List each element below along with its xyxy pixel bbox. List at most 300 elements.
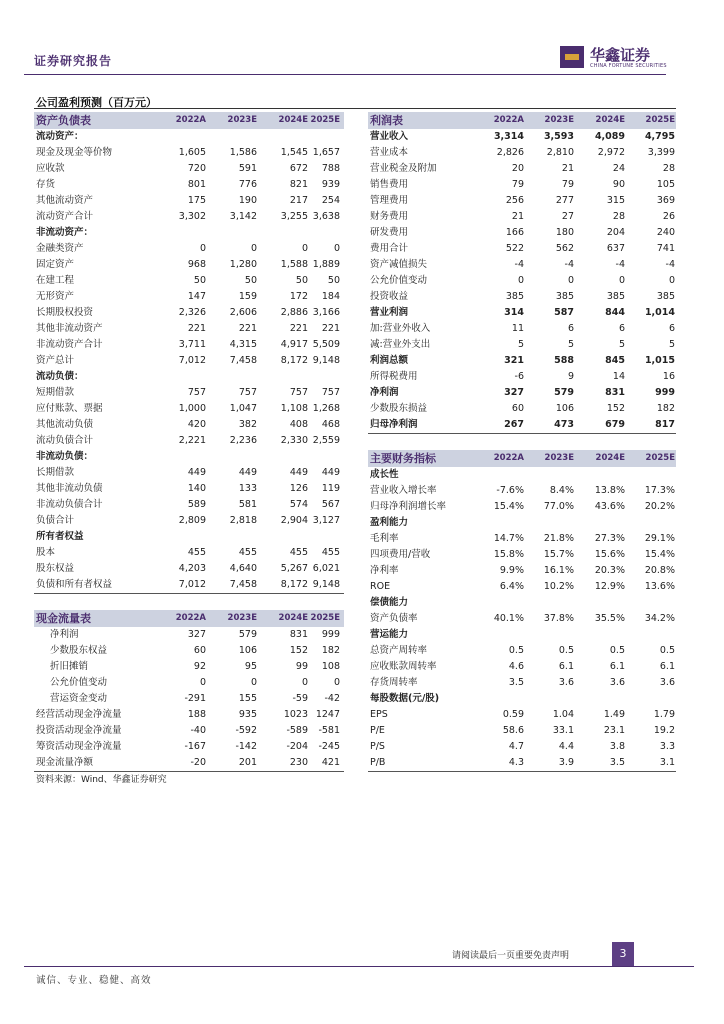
row-value: 0.5 (609, 645, 625, 656)
row-value: 3.6 (659, 677, 675, 688)
table-row (368, 723, 676, 739)
row-label: 研发费用 (370, 227, 409, 238)
row-value: 166 (505, 227, 524, 238)
table-header-row (368, 112, 676, 129)
row-label: 非流动负债合计 (36, 499, 103, 510)
row-value: 1,889 (312, 259, 340, 270)
row-value: 3.6 (558, 677, 574, 688)
row-value: 0 (567, 275, 574, 286)
table-row (368, 755, 676, 771)
row-value: 1,047 (229, 403, 257, 414)
year-header: 2024E (595, 115, 625, 125)
row-value: 2,810 (546, 147, 574, 158)
table-bottom-rule (34, 593, 344, 594)
table-row (368, 193, 676, 209)
row-value: 788 (321, 163, 340, 174)
row-value: 108 (321, 661, 340, 672)
row-value: 801 (187, 179, 206, 190)
row-value: 4,203 (178, 563, 206, 574)
row-label: 净利润 (370, 387, 399, 398)
row-value: 6 (668, 323, 675, 334)
row-value: 34.2% (644, 613, 675, 624)
row-value: 182 (656, 403, 675, 414)
row-value: 1,586 (229, 147, 257, 158)
row-value: 382 (238, 419, 257, 430)
row-value: 35.5% (594, 613, 625, 624)
table-row (34, 627, 344, 643)
header-divider (24, 74, 666, 75)
row-value: 0 (517, 275, 524, 286)
row-value: -20 (190, 757, 206, 768)
row-value: 2,886 (280, 307, 308, 318)
row-value: 20.8% (644, 565, 675, 576)
row-value: 776 (238, 179, 257, 190)
year-header: 2022A (493, 453, 524, 463)
row-value: 217 (289, 195, 308, 206)
row-value: 757 (238, 387, 257, 398)
row-value: 230 (289, 757, 308, 768)
row-value: 7,458 (229, 355, 257, 366)
row-value: 27.3% (594, 533, 625, 544)
row-value: 27 (561, 211, 574, 222)
report-type-label: 证券研究报告 (34, 54, 113, 68)
row-value: 77.0% (543, 501, 574, 512)
table-row (34, 659, 344, 675)
row-value: 155 (238, 693, 257, 704)
table-title: 现金流量表 (36, 612, 91, 625)
row-value: 256 (505, 195, 524, 206)
row-value: 277 (555, 195, 574, 206)
row-value: 939 (321, 179, 340, 190)
year-header: 2025E (645, 453, 675, 463)
table-row (368, 643, 676, 659)
row-value: 204 (606, 227, 625, 238)
row-value: 999 (321, 629, 340, 640)
row-value: 831 (289, 629, 308, 640)
row-label: 营业成本 (370, 147, 409, 158)
row-value: 99 (295, 661, 308, 672)
row-value: 1.49 (603, 709, 625, 720)
row-value: 6.1 (558, 661, 574, 672)
row-value: 19.2 (653, 725, 675, 736)
table-row (368, 145, 676, 161)
row-value: 845 (605, 355, 625, 366)
row-value: 182 (321, 645, 340, 656)
row-value: 2,972 (597, 147, 625, 158)
row-value: 1,108 (280, 403, 308, 414)
table-row (368, 225, 676, 241)
row-value: 28 (662, 163, 675, 174)
row-value: 3,399 (647, 147, 675, 158)
company-slogan: 诚信、专业、稳健、高效 (36, 975, 152, 986)
row-value: 3,711 (178, 339, 206, 350)
row-label: 资产总计 (36, 355, 75, 366)
row-value: -142 (235, 741, 257, 752)
row-value: -204 (286, 741, 308, 752)
data-source-note: 资料来源：Wind、华鑫证券研究 (36, 775, 167, 785)
row-value: 221 (238, 323, 257, 334)
year-header: 2022A (175, 613, 206, 623)
row-label: 营运资金变动 (50, 693, 108, 704)
row-value: 579 (238, 629, 257, 640)
row-value: 315 (606, 195, 625, 206)
year-header: 2024E (595, 453, 625, 463)
row-value: -4 (514, 259, 524, 270)
row-value: 24 (612, 163, 625, 174)
disclaimer-note: 请阅读最后一页重要免责声明 (452, 951, 570, 961)
row-label: P/B (370, 757, 386, 768)
row-value: 28 (612, 211, 625, 222)
row-value: 757 (289, 387, 308, 398)
table-title: 资产负债表 (36, 114, 91, 127)
row-label: ROE (370, 581, 391, 592)
row-label: 短期借款 (36, 387, 75, 398)
table-row (368, 739, 676, 755)
row-value: 2,236 (229, 435, 257, 446)
row-label: 所得税费用 (370, 371, 418, 382)
table-row (34, 209, 344, 225)
row-value: 385 (505, 291, 524, 302)
row-value: 449 (289, 467, 308, 478)
table-row (368, 595, 676, 611)
row-value: 1,000 (178, 403, 206, 414)
row-label: 归母净利润增长率 (370, 501, 447, 512)
table-row (34, 273, 344, 289)
row-label: 应付账款、票据 (36, 403, 103, 414)
row-value: 562 (555, 243, 574, 254)
row-value: 6.4% (499, 581, 524, 592)
row-value: 92 (193, 661, 206, 672)
row-value: 79 (511, 179, 524, 190)
row-value: 221 (187, 323, 206, 334)
row-value: 152 (289, 645, 308, 656)
year-header: 2022A (493, 115, 524, 125)
row-value: 152 (606, 403, 625, 414)
row-value: 21 (561, 163, 574, 174)
row-value: 3,166 (312, 307, 340, 318)
table-row (34, 369, 344, 385)
row-value: 0.5 (558, 645, 574, 656)
table-row (34, 337, 344, 353)
table-row (368, 579, 676, 595)
table-row (368, 659, 676, 675)
logo-mark-icon (560, 46, 584, 68)
row-value: 33.1 (552, 725, 574, 736)
row-value: 50 (327, 275, 340, 286)
row-value: 9,148 (312, 579, 340, 590)
row-value: 455 (321, 547, 340, 558)
row-value: 4,089 (594, 131, 625, 142)
row-value: 15.4% (493, 501, 524, 512)
row-value: 5 (668, 339, 675, 350)
company-logo (560, 44, 670, 72)
row-value: 147 (187, 291, 206, 302)
row-value: -7.6% (496, 485, 524, 496)
row-value: 0 (668, 275, 675, 286)
row-value: 522 (505, 243, 524, 254)
row-value: 15.7% (543, 549, 574, 560)
table-row (368, 321, 676, 337)
table-row (368, 241, 676, 257)
table-header-row (34, 610, 344, 627)
row-value: 6 (618, 323, 625, 334)
row-value: 0 (618, 275, 625, 286)
row-value: 201 (238, 757, 257, 768)
row-label: 资产负债率 (370, 613, 418, 624)
cash-flow-table (34, 610, 344, 772)
row-value: 587 (554, 307, 574, 318)
year-header: 2024E (278, 115, 308, 125)
table-row (34, 353, 344, 369)
table-row (34, 401, 344, 417)
table-bottom-rule (368, 433, 676, 434)
table-row (368, 289, 676, 305)
row-value: 455 (289, 547, 308, 558)
row-value: 385 (656, 291, 675, 302)
row-value: 2,606 (229, 307, 257, 318)
row-value: -4 (615, 259, 625, 270)
table-row (34, 193, 344, 209)
row-label: P/E (370, 725, 385, 736)
row-value: 0 (199, 243, 206, 254)
row-value: 720 (187, 163, 206, 174)
row-label: 非流动资产： (36, 227, 94, 238)
row-value: 6.1 (609, 661, 625, 672)
row-value: -6 (514, 371, 524, 382)
row-label: 无形资产 (36, 291, 75, 302)
row-value: 40.1% (493, 613, 524, 624)
row-label: 流动资产： (36, 131, 84, 142)
row-value: 4,795 (644, 131, 675, 142)
row-value: -167 (184, 741, 206, 752)
row-label: 营业税金及附加 (370, 163, 437, 174)
table-row (368, 305, 676, 321)
row-value: 2,326 (178, 307, 206, 318)
row-value: 0.5 (659, 645, 675, 656)
row-value: 0 (333, 677, 340, 688)
row-label: 流动负债合计 (36, 435, 94, 446)
row-value: 221 (321, 323, 340, 334)
table-row (368, 467, 676, 483)
year-header: 2023E (544, 453, 574, 463)
table-bottom-rule (368, 771, 676, 772)
table-row (368, 273, 676, 289)
row-value: 240 (656, 227, 675, 238)
row-value: 106 (555, 403, 574, 414)
table-row (34, 385, 344, 401)
row-value: 588 (554, 355, 574, 366)
row-label: 四项费用/营收 (370, 549, 431, 560)
row-label: 负债合计 (36, 515, 75, 526)
row-value: -4 (564, 259, 574, 270)
table-row (368, 177, 676, 193)
row-label: 负债和所有者权益 (36, 579, 113, 590)
row-label: 长期借款 (36, 467, 75, 478)
row-value: -245 (318, 741, 340, 752)
table-row (34, 417, 344, 433)
row-label: 财务费用 (370, 211, 409, 222)
row-value: 6.1 (659, 661, 675, 672)
row-value: 13.8% (594, 485, 625, 496)
figure-title-rule (34, 108, 676, 109)
row-value: 4,315 (229, 339, 257, 350)
row-label: 非流动资产合计 (36, 339, 103, 350)
row-value: 0.5 (508, 645, 524, 656)
table-row (34, 755, 344, 771)
row-value: 3,142 (229, 211, 257, 222)
table-row (368, 353, 676, 369)
table-row (368, 675, 676, 691)
table-row (368, 515, 676, 531)
table-header-row (368, 450, 676, 467)
row-value: 17.3% (644, 485, 675, 496)
row-label: 公允价值变动 (370, 275, 428, 286)
table-row (34, 257, 344, 273)
row-value: 0 (333, 243, 340, 254)
row-value: -42 (324, 693, 340, 704)
row-label: 归母净利润 (370, 419, 418, 430)
row-value: 468 (321, 419, 340, 430)
row-value: 0 (250, 243, 257, 254)
row-label: 净利润 (50, 629, 79, 640)
table-row (34, 707, 344, 723)
row-value: 369 (656, 195, 675, 206)
row-value: -291 (184, 693, 206, 704)
row-label: 长期股权投资 (36, 307, 94, 318)
table-row (34, 529, 344, 545)
row-value: 15.6% (594, 549, 625, 560)
row-label: 投资活动现金净流量 (36, 725, 122, 736)
row-value: 175 (187, 195, 206, 206)
row-label: 存货周转率 (370, 677, 418, 688)
year-header: 2025E (310, 613, 340, 623)
row-label: 公允价值变动 (50, 677, 108, 688)
table-row (368, 401, 676, 417)
row-label: 营业收入增长率 (370, 485, 437, 496)
row-value: 3.6 (609, 677, 625, 688)
year-header: 2023E (544, 115, 574, 125)
row-value: 50 (244, 275, 257, 286)
row-value: -4 (665, 259, 675, 270)
table-row (368, 257, 676, 273)
row-value: 637 (606, 243, 625, 254)
row-value: 574 (289, 499, 308, 510)
row-value: 14.7% (493, 533, 524, 544)
row-value: 817 (655, 419, 675, 430)
row-value: 455 (238, 547, 257, 558)
row-value: 23.1 (603, 725, 625, 736)
table-row (368, 483, 676, 499)
table-row (34, 145, 344, 161)
logo-name-en: CHINA FORTUNE SECURITIES (590, 63, 667, 69)
row-value: 26 (662, 211, 675, 222)
row-value: 5,267 (280, 563, 308, 574)
row-value: 2,330 (280, 435, 308, 446)
row-value: 188 (187, 709, 206, 720)
row-label: 成长性 (370, 469, 399, 480)
row-value: 5 (618, 339, 625, 350)
table-row (34, 643, 344, 659)
row-value: 935 (238, 709, 257, 720)
row-value: 9,148 (312, 355, 340, 366)
row-value: -40 (190, 725, 206, 736)
row-value: 314 (504, 307, 524, 318)
table-row (34, 289, 344, 305)
table-row (34, 433, 344, 449)
row-label: EPS (370, 709, 388, 720)
row-value: 20 (511, 163, 524, 174)
row-value: 2,818 (229, 515, 257, 526)
figure-title: 公司盈利预测（百万元） (36, 96, 157, 109)
row-value: -59 (292, 693, 308, 704)
row-value: 1.04 (552, 709, 574, 720)
row-value: 1,588 (280, 259, 308, 270)
row-label: 投资收益 (370, 291, 409, 302)
table-row (34, 513, 344, 529)
row-label: 其他非流动资产 (36, 323, 103, 334)
row-label: P/S (370, 741, 385, 752)
row-value: 9 (567, 371, 574, 382)
row-value: 3,302 (178, 211, 206, 222)
row-value: 133 (238, 483, 257, 494)
row-value: 7,012 (178, 355, 206, 366)
row-value: 79 (561, 179, 574, 190)
row-value: 90 (612, 179, 625, 190)
row-label: 销售费用 (370, 179, 409, 190)
row-value: 254 (321, 195, 340, 206)
row-value: 21.8% (543, 533, 574, 544)
row-value: 3,255 (280, 211, 308, 222)
row-value: 831 (605, 387, 625, 398)
row-value: 9.9% (499, 565, 524, 576)
year-header: 2025E (645, 115, 675, 125)
row-value: 0.59 (502, 709, 524, 720)
table-row (368, 385, 676, 401)
row-value: 473 (554, 419, 574, 430)
table-row (368, 417, 676, 433)
row-value: 2,221 (178, 435, 206, 446)
row-value: 106 (238, 645, 257, 656)
row-value: 2,826 (496, 147, 524, 158)
table-row (34, 723, 344, 739)
income-statement-table (368, 112, 676, 434)
row-label: 存货 (36, 179, 56, 190)
row-value: 327 (504, 387, 524, 398)
row-value: 95 (244, 661, 257, 672)
table-row (368, 531, 676, 547)
row-value: 679 (605, 419, 625, 430)
row-value: 1,605 (178, 147, 206, 158)
row-value: 449 (238, 467, 257, 478)
row-value: 11 (511, 323, 524, 334)
row-value: 449 (187, 467, 206, 478)
row-value: 140 (187, 483, 206, 494)
row-label: 净利率 (370, 565, 399, 576)
row-value: 3.9 (558, 757, 574, 768)
row-value: 10.2% (543, 581, 574, 592)
row-label: 营运能力 (370, 629, 409, 640)
table-row (368, 547, 676, 563)
table-row (368, 337, 676, 353)
row-value: 4.4 (558, 741, 574, 752)
row-label: 每股数据(元/股) (370, 693, 440, 704)
row-label: 流动负债： (36, 371, 84, 382)
row-value: 449 (321, 467, 340, 478)
row-value: 105 (656, 179, 675, 190)
table-row (368, 499, 676, 515)
row-value: 1,268 (312, 403, 340, 414)
row-label: 所有者权益 (36, 531, 84, 542)
